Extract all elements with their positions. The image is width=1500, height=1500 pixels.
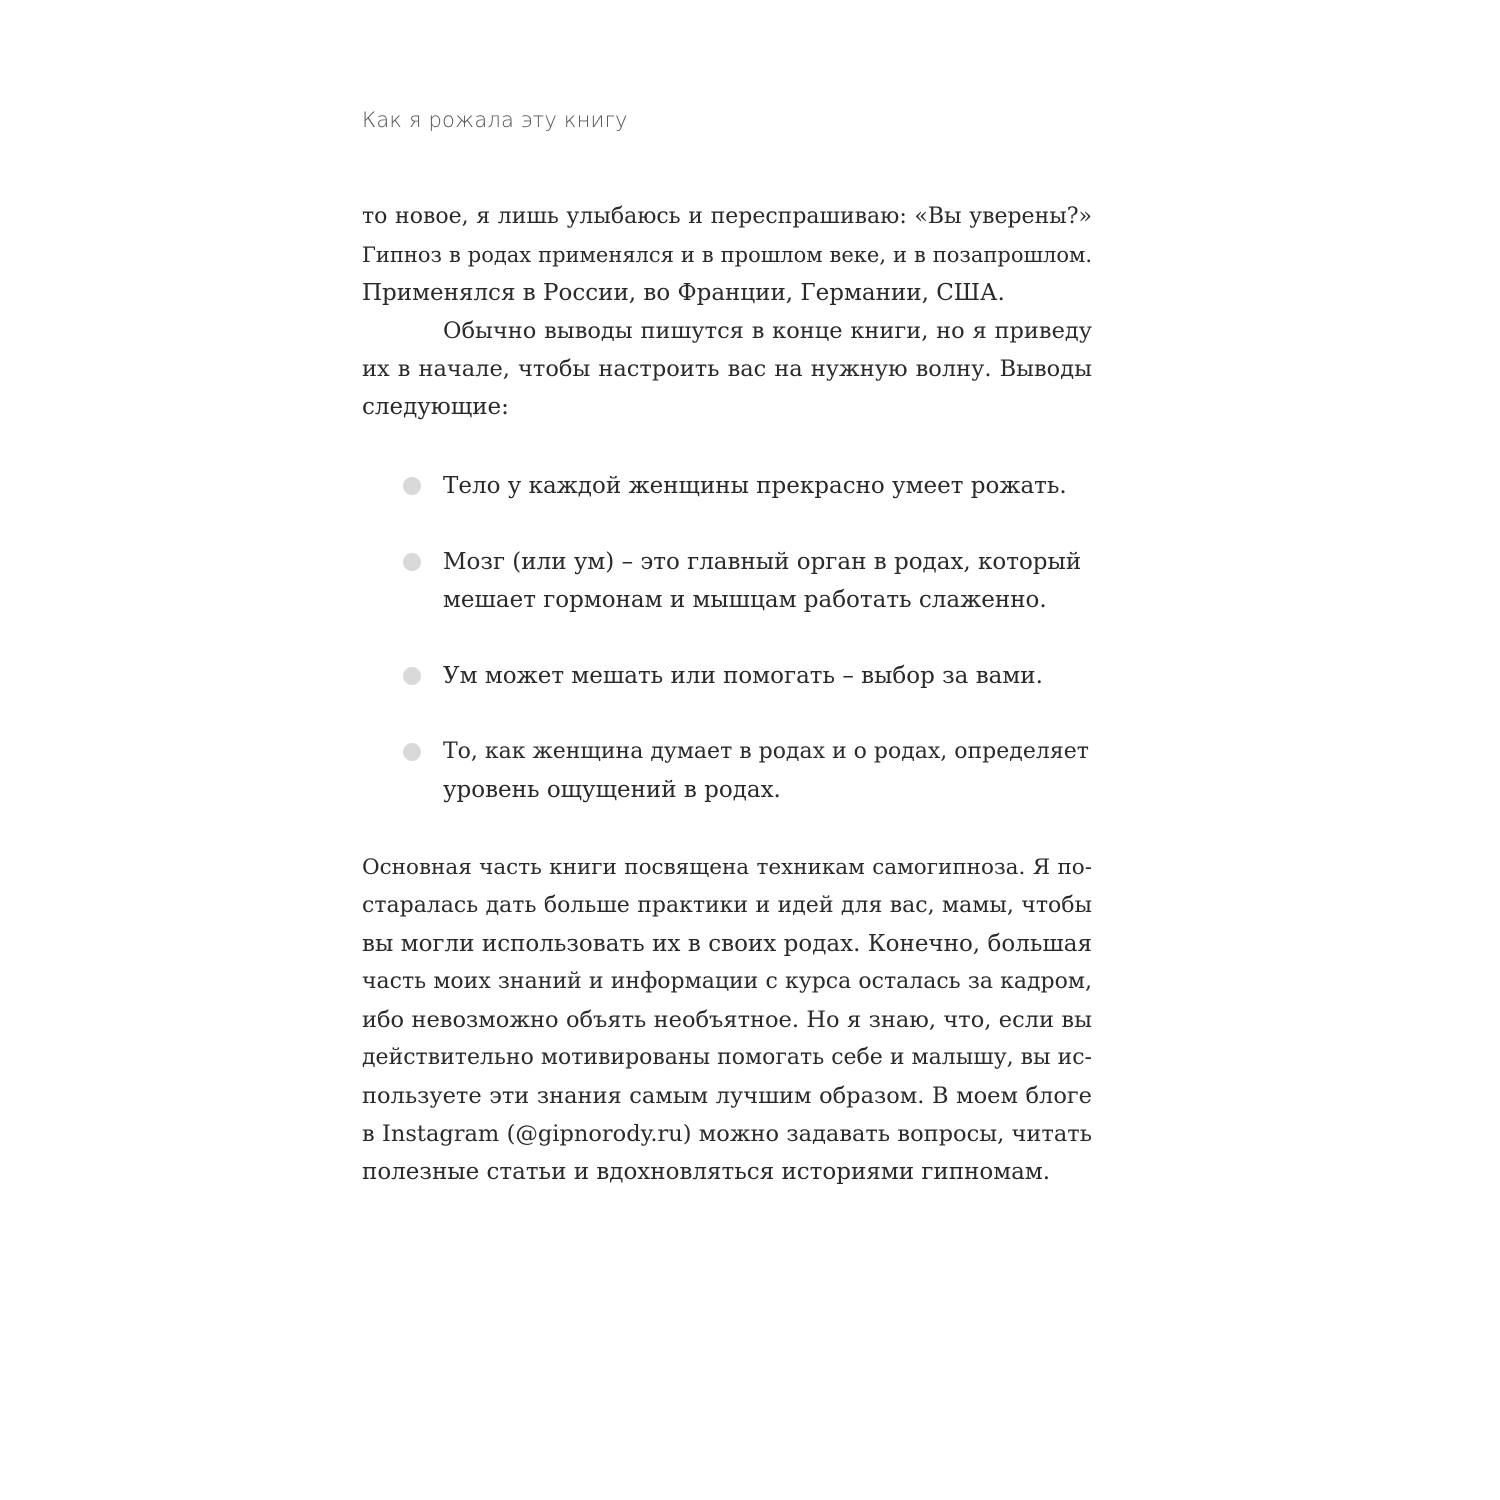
text-line: Ум может мешать или помогать – выбор за вами. <box>443 663 1043 689</box>
list-item-text <box>443 657 1093 695</box>
text-line: уровень ощущений в родах. <box>443 777 781 803</box>
text-line: пользуете эти знания самым лучшим образом. В моем блоге <box>362 1083 1092 1109</box>
text-line: то новое, я лишь улыбаюсь и переспрашиваю: «Вы уверены?» <box>362 204 1092 229</box>
list-item-text <box>443 543 1093 619</box>
paragraph-main <box>362 849 1092 1191</box>
bullet-dot-icon <box>403 667 421 685</box>
text-line: старалась дать больше практики и идей для вас, мамы, чтобы <box>362 893 1092 918</box>
text-line: вы могли использовать их в своих родах. Конечно, большая <box>362 931 1092 957</box>
text-line: ибо невозможно объять необъятное. Но я знаю, что, если вы <box>362 1007 1092 1033</box>
text-line: действительно мотивированы помогать себе и малышу, вы ис- <box>362 1045 1092 1070</box>
list-item-text <box>443 733 1093 809</box>
text-line: мешает гормонам и мышцам работать слаженно. <box>443 587 1047 613</box>
text-line: полезные статьи и вдохновляться историями гипномам. <box>362 1159 1051 1185</box>
text-line: Тело у каждой женщины прекрасно умеет рожать. <box>443 473 1067 499</box>
text-line: их в начале, чтобы настроить вас на нужную волну. Выводы <box>362 356 1092 382</box>
list-item-text <box>443 467 1093 505</box>
paragraph-intro <box>362 198 1092 426</box>
text-line: следующие: <box>362 394 509 420</box>
text-line: Мозг (или ум) – это главный орган в родах, который <box>443 549 1082 575</box>
text-line: в Instagram (@gipnorody.ru) можно задавать вопросы, читать <box>362 1121 1092 1147</box>
bullet-dot-icon <box>403 553 421 571</box>
bullet-dot-icon <box>403 743 421 761</box>
running-head: Как я рожала эту книгу <box>362 108 628 132</box>
text-line: Основная часть книги посвящена техникам самогипноза. Я по- <box>362 855 1092 880</box>
bullet-dot-icon <box>403 477 421 495</box>
text-line: Обычно выводы пишутся в конце книги, но я приведу <box>443 318 1092 344</box>
text-line: То, как женщина думает в родах и о родах, определяет <box>443 739 1089 764</box>
text-line: Гипноз в родах применялся и в прошлом веке, и в позапрошлом. <box>362 243 1092 267</box>
text-line: часть моих знаний и информации с курса осталась за кадром, <box>362 969 1092 994</box>
text-line: Применялся в России, во Франции, Германии, США. <box>362 280 1005 306</box>
